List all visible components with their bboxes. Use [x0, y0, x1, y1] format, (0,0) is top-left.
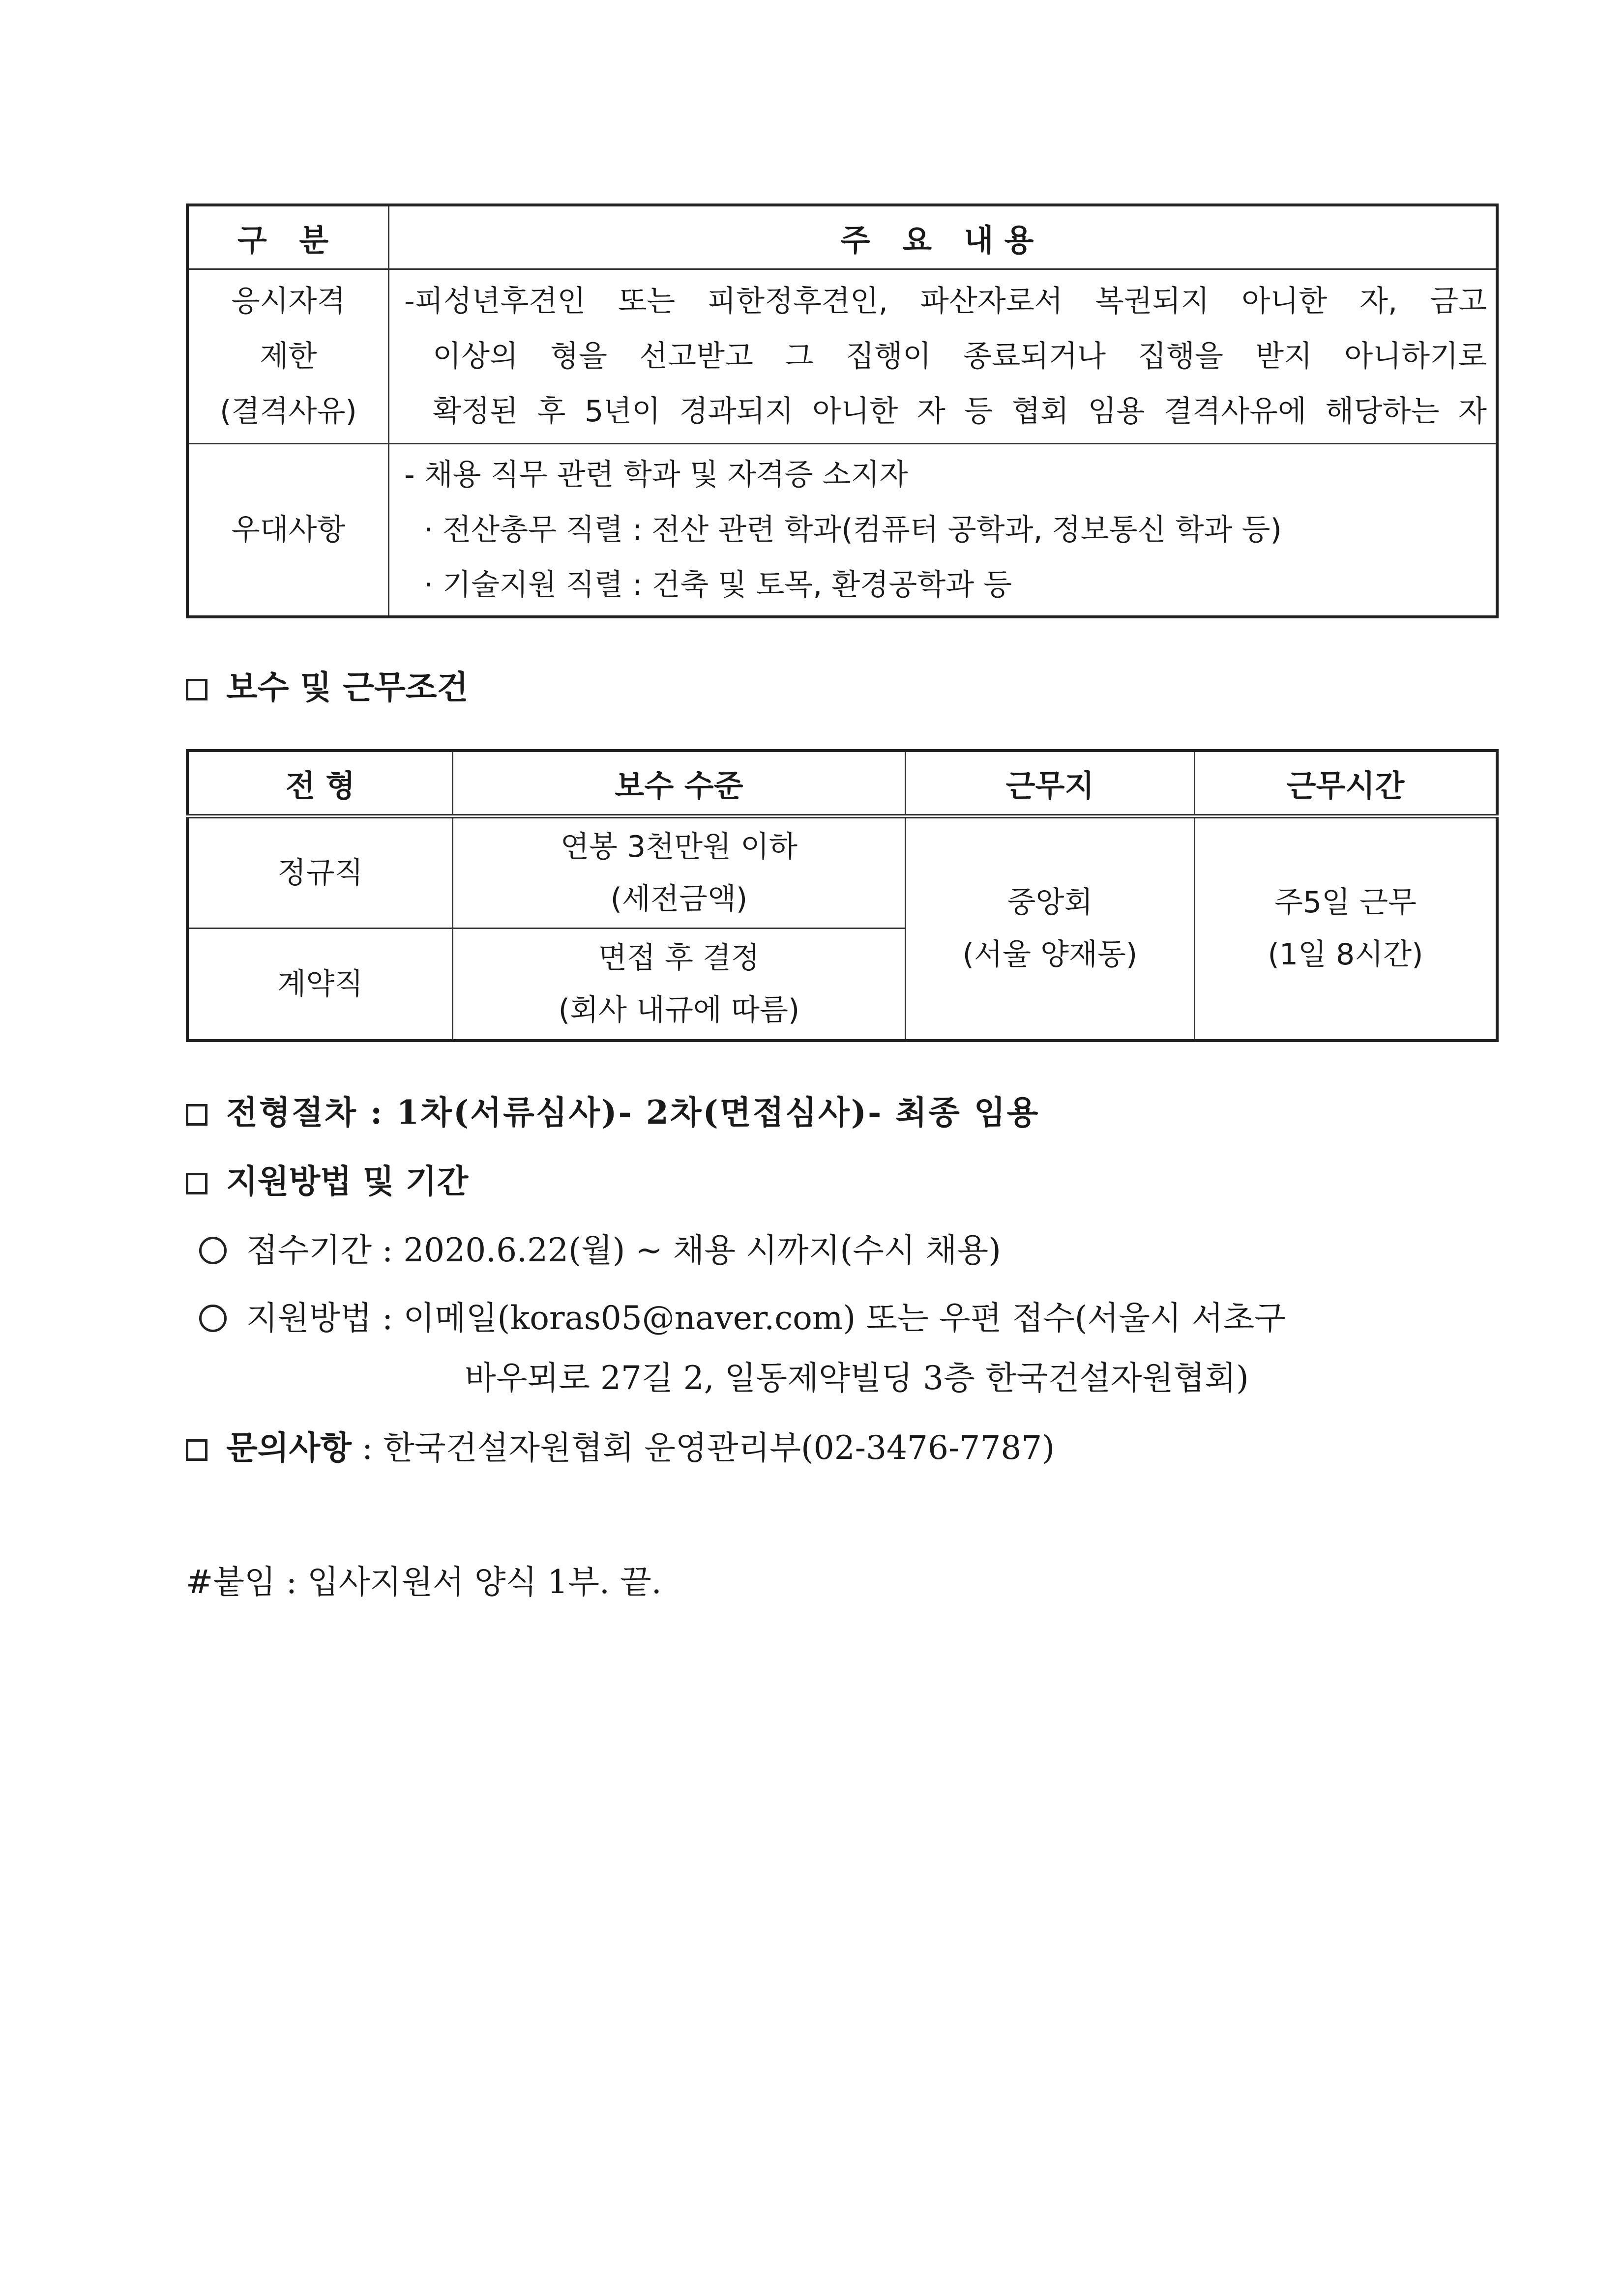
circle-bullet-icon	[199, 1305, 227, 1332]
attachment-note: #붙임 : 입사지원서 양식 1부. 끝.	[186, 1563, 662, 1601]
disq-line-1: -피성년후견인 또는 피한정후견인, 파산자로서 복권되지 아니한 자, 금고	[404, 284, 1487, 319]
section-pay-heading	[186, 661, 468, 708]
apply-method-address: 바우뫼로 27길 2, 일동제약빌딩 3층 한국건설자원협회)	[465, 1359, 1249, 1397]
row-label-preference: 우대사항	[187, 444, 389, 617]
inquiry-line	[186, 1422, 1055, 1468]
checkbox-square-icon	[186, 1439, 207, 1461]
section-pay-title: 보수 및 근무조건	[226, 668, 469, 706]
circle-bullet-icon	[199, 1237, 227, 1264]
pay-level-contract: 면접 후 결정 (회사 내규에 따름)	[453, 929, 906, 1041]
row-content-preference	[389, 444, 1498, 617]
row-content-disqualification	[389, 269, 1498, 444]
row-label-disqualification: 응시자격 제한 (결격사유)	[187, 269, 389, 444]
apply-period-text: 접수기간 : 2020.6.22(월) ~ 채용 시까지(수시 채용)	[246, 1231, 1001, 1269]
work-location: 중앙회 (서울 양재동)	[906, 816, 1195, 1041]
apply-heading	[186, 1155, 468, 1202]
checkbox-square-icon	[186, 1173, 207, 1194]
inquiry-label: 문의사항	[226, 1428, 352, 1467]
checkbox-square-icon	[186, 679, 207, 700]
pay-type-contract: 계약직	[187, 929, 453, 1041]
header-category: 구 분	[187, 205, 389, 269]
pay-header-location: 근무지	[906, 751, 1195, 816]
work-hours: 주5일 근무 (1일 8시간)	[1195, 816, 1498, 1041]
pay-header-salary: 보수 수준	[453, 751, 906, 816]
pay-level-regular: 연봉 3천만원 이하 (세전금액)	[453, 816, 906, 929]
apply-method-text: 지원방법 : 이메일(koras05@naver.com) 또는 우편 접수(서울시 서초구	[246, 1299, 1286, 1337]
checkbox-square-icon	[186, 1104, 207, 1126]
procedure-line	[186, 1086, 1039, 1133]
pay-header-hours: 근무시간	[1195, 751, 1498, 816]
procedure-text: 전형절차 : 1차(서류심사)- 2차(면접심사)- 최종 임용	[226, 1093, 1040, 1132]
apply-period	[199, 1224, 1001, 1271]
pref-line-3: · 기술지원 직렬 : 건축 및 토목, 환경공학과 등	[424, 568, 1012, 602]
pay-table	[186, 749, 1499, 1042]
disq-line-3: 확정된 후 5년이 경과되지 아니한 자 등 협회 임용 결격사유에 해당하는 자	[433, 394, 1487, 429]
disq-line-2: 이상의 형을 선고받고 그 집행이 종료되거나 집행을 받지 아니하기로	[433, 339, 1487, 374]
pay-header-type: 전 형	[187, 751, 453, 816]
header-content: 주 요 내용	[389, 205, 1498, 269]
pref-line-1: - 채용 직무 관련 학과 및 자격증 소지자	[404, 458, 908, 492]
pref-line-2: · 전산총무 직렬 : 전산 관련 학과(컴퓨터 공학과, 정보통신 학과 등)	[424, 513, 1282, 547]
apply-title: 지원방법 및 기간	[226, 1162, 469, 1200]
qualification-table	[186, 203, 1499, 618]
apply-method	[199, 1292, 1286, 1338]
pay-type-regular: 정규직	[187, 816, 453, 929]
inquiry-text: : 한국건설자원협회 운영관리부(02-3476-7787)	[362, 1429, 1055, 1467]
